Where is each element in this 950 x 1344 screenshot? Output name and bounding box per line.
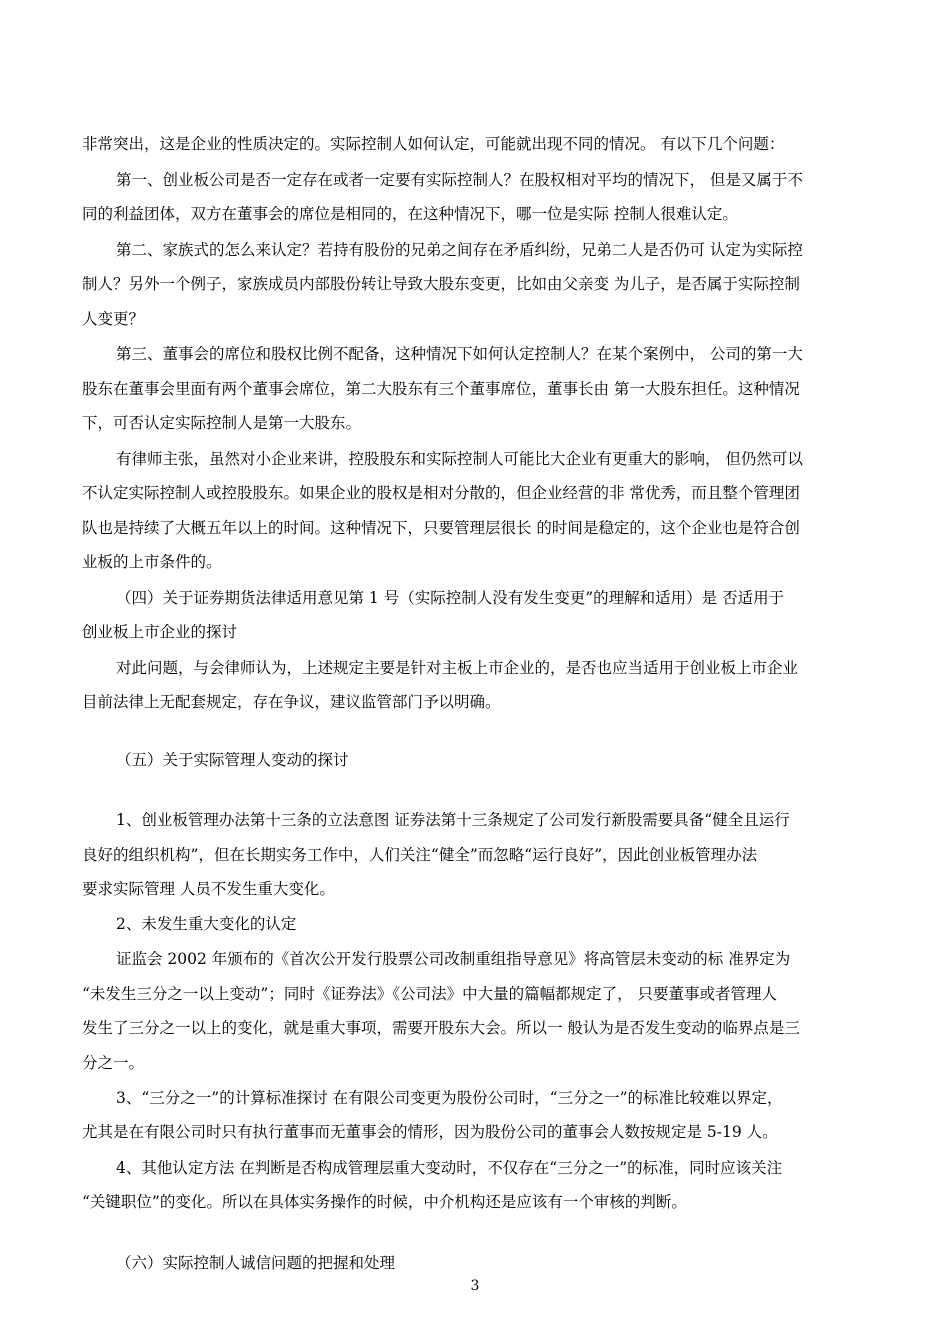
page-number: 3 [470, 1278, 480, 1294]
text-line: 第一、创业板公司是否一定存在或者一定要有实际控制人？在股权相对平均的情况下， 但是又属于不 [116, 171, 803, 189]
text-line: 1、创业板管理办法第十三条的立法意图 证券法第十三条规定了公司发行新股需要具备“健全且运行 [116, 811, 790, 829]
text-line: “关键职位”的变化。所以在具体实务操作的时候，中介机构还是应该有一个审核的判断。 [82, 1193, 687, 1211]
text-line: 创业板上市企业的探讨 [82, 623, 238, 641]
text-line: “未发生三分之一以上变动”；同时《证券法》《公司法》中大量的篇幅都规定了， 只要董事或者管理人 [82, 985, 778, 1003]
text-line: 4、其他认定方法 在判断是否构成管理层重大变动时，不仅存在“三分之一”的标准，同时应该关注 [116, 1159, 783, 1177]
text-line: 制人？另外一个例子，家族成员内部股份转让导致大股东变更，比如由父亲变 为儿子，是否属于实际控制 [82, 275, 800, 293]
text-line: 股东在董事会里面有两个董事会席位，第二大股东有三个董事席位，董事长由 第一大股东担任。这种情况 [82, 380, 800, 398]
text-line: 2、未发生重大变化的认定 [116, 915, 297, 933]
text-line: 第二、家族式的怎么来认定？若持有股份的兄弟之间存在矛盾纠纷，兄弟二人是否仍可 认定为实际控 [116, 241, 803, 259]
text-line: 3、“三分之一”的计算标准探讨 在有限公司变更为股份公司时，“三分之一”的标准比较难以界定， [116, 1089, 783, 1107]
text-line: 要求实际管理 人员不发生重大变化。 [82, 880, 335, 898]
heading-section-6: （六）实际控制人诚信问题的把握和处理 [116, 1254, 396, 1272]
text-line: 第三、董事会的席位和股权比例不配备，这种情况下如何认定控制人？在某个案例中， 公司的第一大 [116, 345, 803, 363]
text-line: 人变更？ [82, 310, 145, 328]
text-line: 队也是持续了大概五年以上的时间。这种情况下，只要管理层很长 的时间是稳定的，这个企业也是符合创 [82, 519, 800, 537]
text-line: 下，可否认定实际控制人是第一大股东。 [82, 414, 362, 432]
text-line: 证监会 2002 年颁布的《首次公开发行股票公司改制重组指导意见》将高管层未变动的标 准界定为 [116, 950, 791, 968]
text-line: 不认定实际控制人或控股股东。如果企业的股权是相对分散的，但企业经营的非 常优秀，而且整个管理团 [82, 484, 800, 502]
text-line: 对此问题，与会律师认为，上述规定主要是针对主板上市企业的，是否也应当适用于创业板上市企业 [116, 659, 799, 677]
text-line: 有律师主张，虽然对小企业来讲，控股股东和实际控制人可能比大企业有更重大的影响， 但仍然可以 [116, 450, 803, 468]
heading-section-5: （五）关于实际管理人变动的探讨 [116, 751, 349, 769]
text-line: 发生了三分之一以上的变化，就是重大事项，需要开股东大会。所以一 般认为是否发生变动的临界点是三 [82, 1019, 800, 1037]
heading-section-4: （四）关于证券期货法律适用意见第 1 号（实际控制人没有发生变更”的理解和适用）是 否适用于 [116, 589, 785, 607]
text-line: 分之一。 [82, 1054, 145, 1072]
text-line: 同的利益团体，双方在董事会的席位是相同的，在这种情况下，哪一位是实际 控制人很难认定。 [82, 205, 738, 223]
text-line: 目前法律上无配套规定，存在争议，建议监管部门予以明确。 [82, 693, 501, 711]
text-line: 尤其是在有限公司时只有执行董事而无董事会的情形，因为股份公司的董事会人数按规定是 5-19 人。 [82, 1123, 778, 1141]
text-line: 良好的组织机构”，但在长期实务工作中，人们关注“健全”而忽略“运行良好”，因此创业板管理办法 [82, 846, 758, 864]
text-line: 业板的上市条件的。 [82, 553, 222, 571]
text-line: 非常突出，这是企业的性质决定的。实际控制人如何认定，可能就出现不同的情况。 有以下几个问题： [82, 135, 785, 153]
